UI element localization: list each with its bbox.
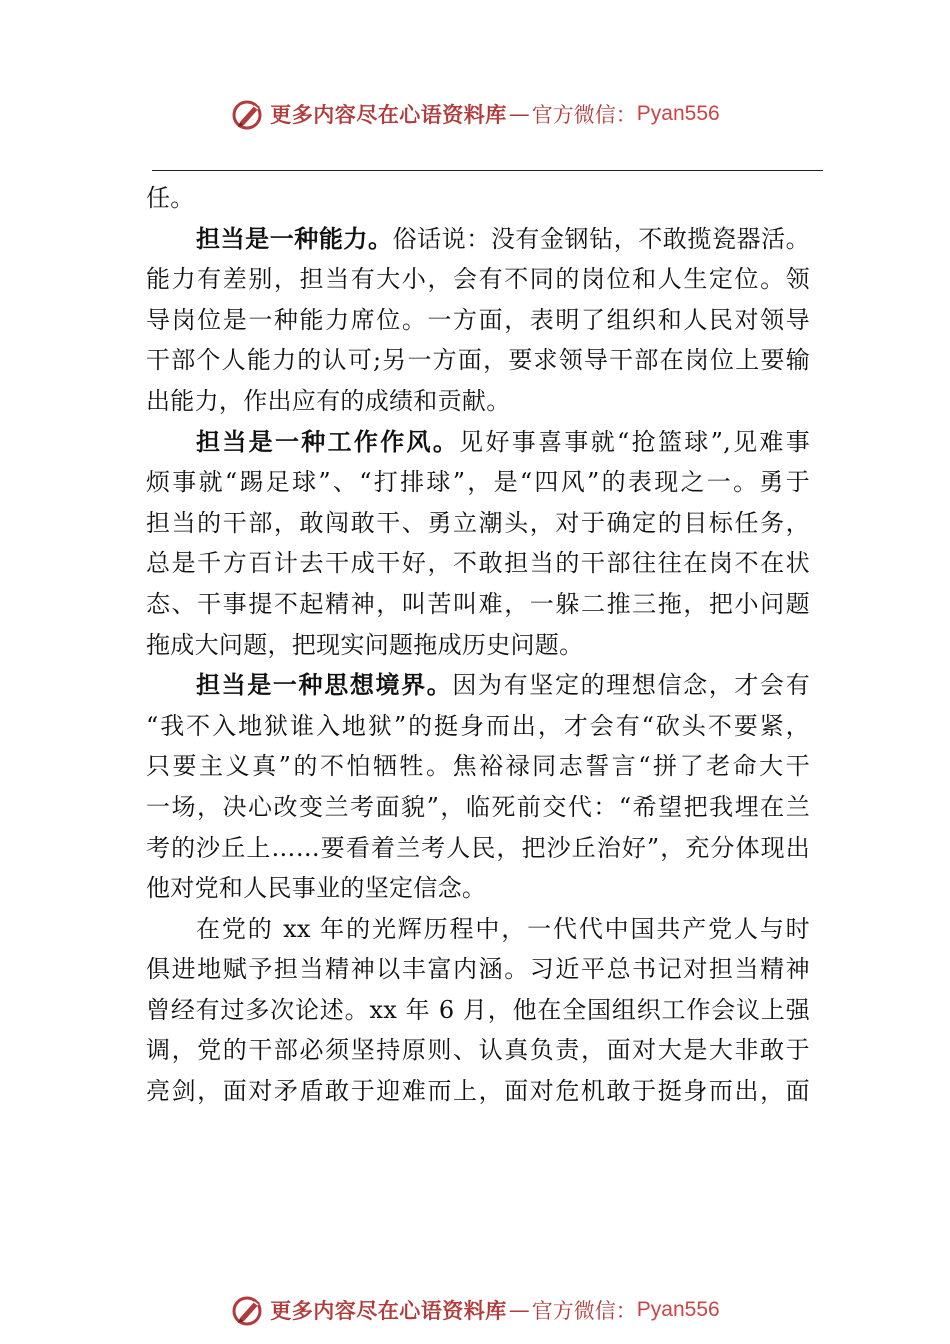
footer-brand: 更多内容尽在心语资料库 <box>270 1298 507 1323</box>
text-line <box>146 462 810 503</box>
line-text: 导岗位是一种能力席位。一方面，表明了组织和人民对领导 <box>146 305 810 334</box>
document-body <box>146 178 810 1112</box>
line-text: 一场，决心改变兰考面貌”，临死前交代：“希望把我埋在兰 <box>146 792 810 821</box>
text-line <box>146 990 810 1031</box>
text-line <box>146 259 810 300</box>
text-line <box>146 543 810 584</box>
line-text: 俗话说：没有金钢钻，不敢揽瓷器活。 <box>392 224 810 253</box>
text-line <box>146 300 810 341</box>
line-text: 担当的干部，敢闯敢干、勇立潮头，对于确定的目标任务， <box>146 508 810 537</box>
line-text: 拖成大问题，把现实问题拖成历史问题。 <box>146 630 584 659</box>
line-text: 见好事喜事就“抢篮球”,见难事 <box>459 427 811 456</box>
header-wechat-id: Pyan556 <box>636 102 720 125</box>
text-line <box>146 503 810 544</box>
line-text: 烦事就“踢足球”、“打排球”，是“四风”的表现之一。勇于 <box>146 468 810 497</box>
pen-logo-icon <box>230 1292 266 1328</box>
line-text: 出能力，作出应有的成绩和贡献。 <box>146 386 511 415</box>
text-line <box>146 746 810 787</box>
text-line <box>146 381 810 422</box>
line-text: “我不入地狱谁入地狱”的挺身而出，才会有“砍头不要紧， <box>146 711 810 740</box>
header-banner <box>0 94 950 134</box>
bold-lead: 担当是一种能力。 <box>196 223 393 253</box>
text-line <box>146 665 810 706</box>
line-text: 态、干事提不起精神，叫苦叫难，一躲二推三拖，把小问题 <box>146 589 810 618</box>
pen-logo-icon <box>230 96 266 132</box>
line-text: 曾经有过多次论述。xx 年 6 月，他在全国组织工作会议上强 <box>146 995 810 1024</box>
line-text: 在党的 xx 年的光辉历程中，一代代中国共产党人与时 <box>196 914 810 943</box>
text-line <box>146 625 810 666</box>
text-line <box>146 949 810 990</box>
text-line <box>146 706 810 747</box>
line-text: 调，党的干部必须坚持原则、认真负责，面对大是大非敢于 <box>146 1036 810 1065</box>
header-wechat-label: 官方微信： <box>531 103 637 127</box>
text-line <box>146 178 810 219</box>
header-separator: — <box>508 102 530 126</box>
line-text: 只要主义真”的不怕牺牲。焦裕禄同志誓言“拼了老命大干 <box>146 752 810 781</box>
text-line <box>146 828 810 869</box>
text-line <box>146 422 810 463</box>
text-line <box>146 909 810 950</box>
text-line <box>146 868 810 909</box>
bold-lead: 担当是一种思想境界。 <box>196 670 453 700</box>
line-text: 能力有差别，担当有大小，会有不同的岗位和人生定位。领 <box>146 265 810 294</box>
line-text: 任。 <box>146 184 195 212</box>
text-line <box>146 340 810 381</box>
header-brand: 更多内容尽在心语资料库 <box>270 102 507 127</box>
footer-wechat-label: 官方微信： <box>531 1299 637 1323</box>
header-rule <box>152 170 823 171</box>
footer-separator: — <box>508 1298 530 1322</box>
bold-lead: 担当是一种工作作风。 <box>196 426 460 456</box>
line-text: 考的沙丘上……要看着兰考人民，把沙丘治好”，充分体现出 <box>146 833 810 862</box>
line-text: 亮剑，面对矛盾敢于迎难而上，面对危机敢于挺身而出，面 <box>146 1077 810 1106</box>
text-line <box>146 1071 810 1112</box>
footer-banner <box>0 1290 950 1330</box>
text-line <box>146 219 810 260</box>
line-text: 干部个人能力的认可;另一方面，要求领导干部在岗位上要输 <box>146 346 810 375</box>
footer-wechat-id: Pyan556 <box>636 1298 720 1321</box>
line-text: 总是千方百计去干成干好，不敢担当的干部往往在岗不在状 <box>146 549 810 578</box>
line-text: 因为有坚定的理想信念，才会有 <box>452 671 810 700</box>
line-text: 他对党和人民事业的坚定信念。 <box>146 874 487 903</box>
text-line <box>146 1030 810 1071</box>
text-line <box>146 584 810 625</box>
text-line <box>146 787 810 828</box>
line-text: 俱进地赋予担当精神以丰富内涵。习近平总书记对担当精神 <box>146 955 810 984</box>
